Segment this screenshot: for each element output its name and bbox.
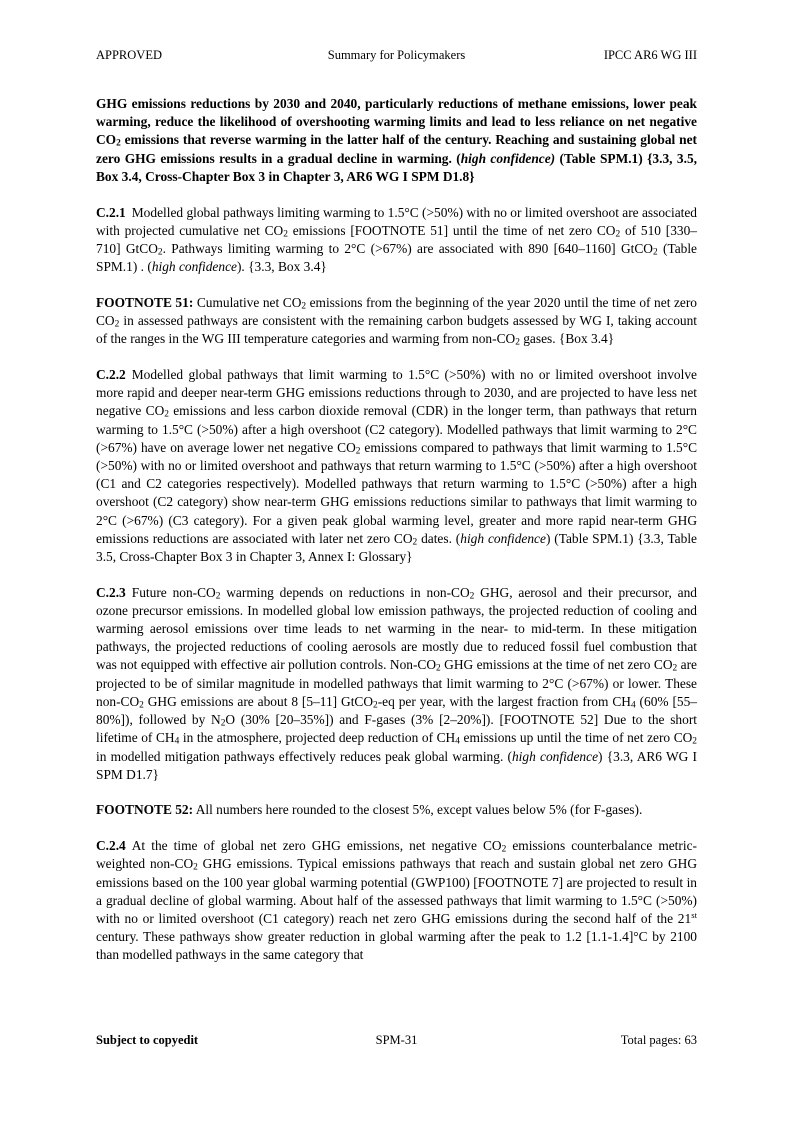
paragraph-c-2-2: C.2.2 Modelled global pathways that limit warming to 1.5°C (>50%) with no or limited overshoot involve more rapid and deeper near-term GHG emissions reductions through to 2030, and are projected to have less net negative $CO_2$ emissions and less carbon dioxide removal (CDR) in the longer term, than pathways that return warming to 1.5°C (>50%) after a high overshoot (C2 category). Modelled pathways that limit warming to 2°C (>67%) have on average lower net negative $CO_2$ emissions compared to pathways that limit warming to 1.5°C (>50%) with no or limited overshoot and pathways that return warming to 1.5°C (>50%) after a high overshoot (C1 and C2 categories respectively). Modelled pathways that return warming to 1.5°C (>50%) after a high overshoot (C2 category) show near-term GHG emissions reductions similar to pathways that limit warming to 2°C (>67%) (C3 category). For a given peak global warming level, greater and more rapid near-term GHG emissions reductions are associated with later net zero $CO_2$ dates. (high confidence) (Table SPM.1) {3.3, Table 3.5, Cross-Chapter Box 3 in Chapter 3, Annex I: Glossary} (96, 366, 698, 564)
paragraph-c-2-3: C.2.3 Future non-$CO_2$ warming depends on reductions in non-$CO_2$ GHG, aerosol and their precursor, and ozone precursor emissions. In modelled global low emission pathways, the projected reduction of cooling and warming aerosol emissions over time leads to net warming in the near- to mid-term. In these mitigation pathways, the projected reductions of cooling aerosols are mostly due to reduced fossil fuel combustion that was not equipped with effective air pollution controls. Non-$CO_2$ GHG emissions at the time of net zero $CO_2$ are projected to be of similar magnitude in modelled pathways that limit warming to 2°C (>67%) or lower. These non-$CO_2$ GHG emissions are about 8 [5–11] GtCO$_2$-eq per year, with the largest fraction from $CH_4$ (60% [55–80%]), followed by $N_2O$ (30% [20–35%]) and F-gases (3% [2–20%]). [FOOTNOTE 52] Due to the short lifetime of $CH_4$ in the atmosphere, projected deep reduction of $CH_4$ emissions up until the time of net zero $CO_2$ in modelled mitigation pathways effectively reduces peak global warming. (high confidence) {3.3, AR6 WG I SPM D1.7} (96, 584, 698, 782)
footnote-51: FOOTNOTE 51: Cumulative net $CO_2$ emissions from the beginning of the year 2020 until the time of net zero $CO_2$ in assessed pathways are consistent with the remaining carbon budgets assessed by WG I, taking account of the ranges in the WG III temperature categories and warming from non-$CO_2$ gases. {Box 3.4} (96, 294, 697, 348)
page-header (96, 48, 697, 66)
footnote-label: FOOTNOTE 52: (96, 802, 194, 818)
header-section-title: Summary for Policymakers (327, 48, 466, 62)
paragraph-c-2-1: C.2.1 Modelled global pathways limiting warming to 1.5°C (>50%) with no or limited overshoot are associated with projected cumulative net $CO_2$ emissions [FOOTNOTE 51] until the time of net zero $CO_2$ of 510 [330–710] GtCO$_2$. Pathways limiting warming to 2°C (>67%) are associated with 890 [640–1160] GtCO$_2$ (Table SPM.1) . (high confidence). {3.3, Box 3.4} (96, 204, 697, 275)
confidence-statement: high confidence (460, 530, 546, 546)
page-number: SPM-31 (375, 1033, 418, 1047)
header-status: APPROVED (96, 48, 162, 62)
footnote-label: FOOTNOTE 51: (96, 294, 194, 310)
confidence-statement: high confidence) (460, 150, 556, 166)
footnote-52: FOOTNOTE 52: All numbers here rounded to the closest 5%, except values below 5% (for F-gases). (96, 802, 643, 818)
confidence-statement: high confidence (151, 259, 237, 275)
lead-paragraph: GHG emissions reductions by 2030 and 2040, particularly reductions of methane emissions, lower peak warming, reduce the likelihood of overshooting warming limits and lead to less reliance on net negative $CO_2$ emissions that reverse warming in the latter half of the century. Reaching and sustaining global net zero GHG emissions results in a gradual decline in warming. (high confidence) (Table SPM.1) {3.3, 3.5, Box 3.4, Cross-Chapter Box 3 in Chapter 3, AR6 WG I SPM D1.8} (96, 96, 697, 184)
page-footer (96, 1033, 697, 1051)
header-report-id: IPCC AR6 WG III (603, 48, 697, 62)
paragraph-label: C.2.3 (96, 584, 126, 600)
document-body (96, 95, 697, 982)
paragraph-label: C.2.1 (96, 204, 126, 220)
footer-copyedit-note: Subject to copyedit (96, 1033, 199, 1047)
total-pages: Total pages: 63 (620, 1033, 697, 1047)
paragraph-c-2-4: C.2.4 At the time of global net zero GHG emissions, net negative $CO_2$ emissions counterbalance metric-weighted non-$CO_2$ GHG emissions. Typical emissions pathways that reach and sustain global net zero GHG emissions based on the 100 year global warming potential (GWP100) [FOOTNOTE 7] are projected to result in a gradual decline of global warming. About half of the assessed pathways that limit warming to 1.5°C (>50%) with no or limited overshoot (C1 category) reach net zero GHG emissions during the second half of the 21st century. These pathways show greater reduction in global warming after the peak to 1.2 [1.1-1.4]°C by 2100 than modelled pathways in the same category that (96, 838, 697, 963)
confidence-statement: high confidence (511, 748, 599, 764)
paragraph-label: C.2.4 (96, 838, 126, 854)
paragraph-label: C.2.2 (96, 366, 126, 382)
